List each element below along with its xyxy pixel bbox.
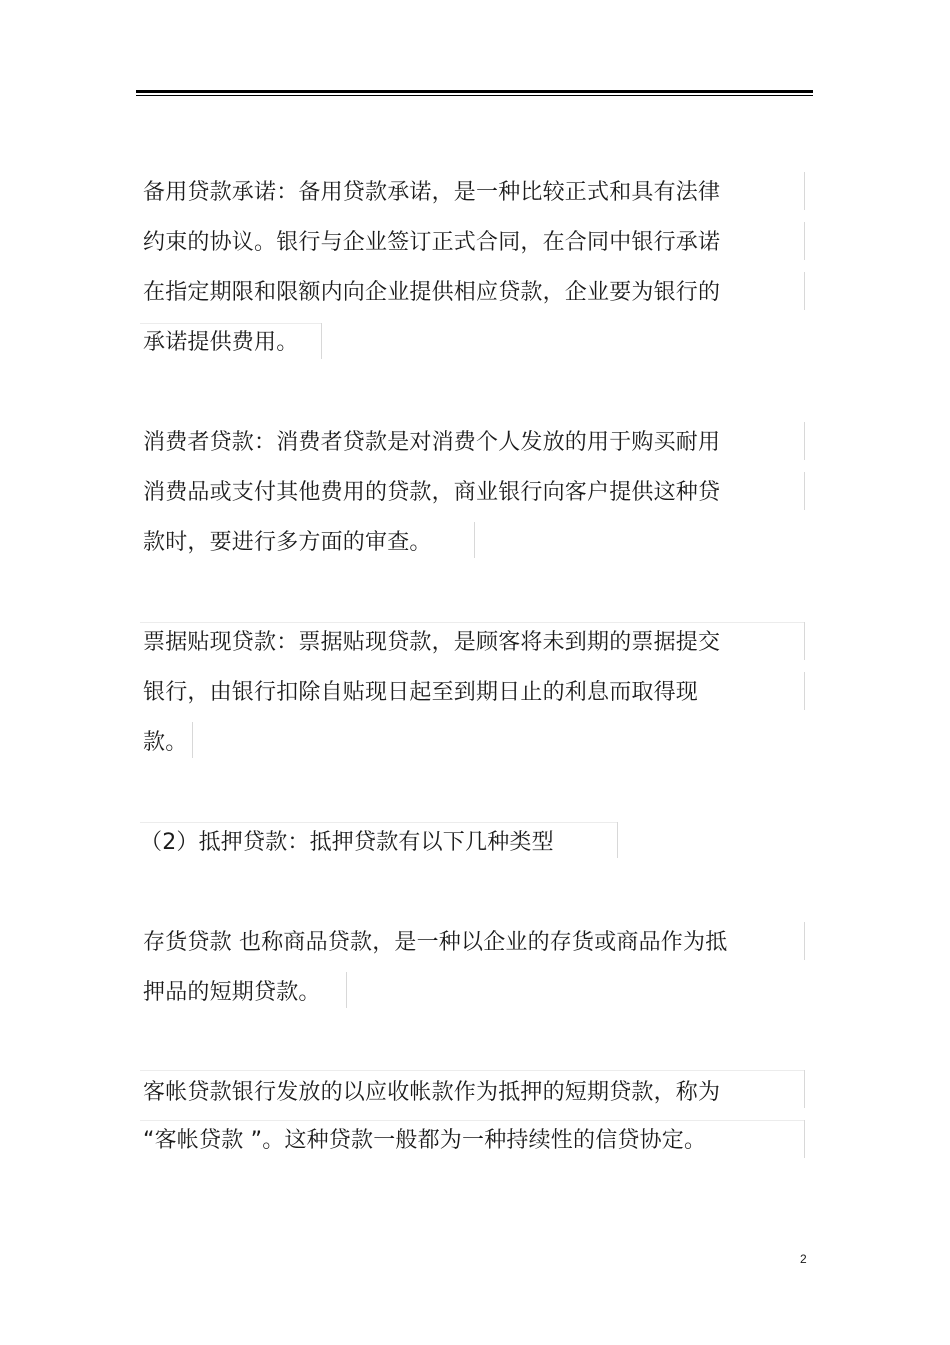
line-end-mark	[804, 222, 805, 260]
text-line: 消费者贷款：消费者贷款是对消费个人发放的用于购买耐用	[143, 430, 721, 455]
text-line: 存货贷款 也称商品贷款，是一种以企业的存货或商品作为抵	[143, 930, 728, 955]
line-end-mark	[804, 1120, 805, 1158]
text-line: “客帐贷款 ”。这种贷款一般都为一种持续性的信贷协定。	[143, 1128, 707, 1153]
line-end-mark	[617, 822, 618, 858]
line-box-mark	[140, 822, 617, 823]
line-end-mark	[192, 722, 193, 758]
text-line: 承诺提供费用。	[143, 330, 299, 355]
line-box-mark	[140, 1070, 804, 1071]
line-end-mark	[804, 672, 805, 710]
line-end-mark	[474, 522, 475, 558]
text-line: 款时，要进行多方面的审查。	[143, 530, 432, 555]
line-box-mark	[140, 323, 321, 324]
line-box-mark	[140, 1120, 804, 1121]
header-rule-thin	[136, 95, 813, 96]
text-line: 备用贷款承诺：备用贷款承诺，是一种比较正式和具有法律	[143, 180, 721, 205]
line-end-mark	[804, 1070, 805, 1108]
line-end-mark	[346, 972, 347, 1008]
section-heading: （2）抵押贷款：抵押贷款有以下几种类型	[140, 830, 554, 855]
line-end-mark	[804, 172, 805, 210]
line-end-mark	[804, 422, 805, 460]
text-line: 银行，由银行扣除自贴现日起至到期日止的利息而取得现	[143, 680, 699, 705]
text-line: 在指定期限和限额内向企业提供相应贷款，企业要为银行的	[143, 280, 721, 305]
line-end-mark	[804, 622, 805, 660]
text-line: 消费品或支付其他费用的贷款，商业银行向客户提供这种贷	[143, 480, 721, 505]
line-box-mark	[140, 622, 804, 623]
line-end-mark	[321, 323, 322, 359]
line-end-mark	[804, 472, 805, 510]
text-line: 客帐贷款银行发放的以应收帐款作为抵押的短期贷款，称为	[143, 1080, 721, 1105]
text-line: 票据贴现贷款：票据贴现贷款，是顾客将未到期的票据提交	[143, 630, 721, 655]
text-line: 押品的短期贷款。	[143, 980, 321, 1005]
page-number: 2	[800, 1252, 807, 1266]
header-rule-thick	[136, 90, 813, 93]
text-line: 约束的协议。银行与企业签订正式合同，在合同中银行承诺	[143, 230, 721, 255]
line-end-mark	[804, 922, 805, 960]
line-end-mark	[804, 272, 805, 310]
text-line: 款。	[143, 730, 188, 755]
